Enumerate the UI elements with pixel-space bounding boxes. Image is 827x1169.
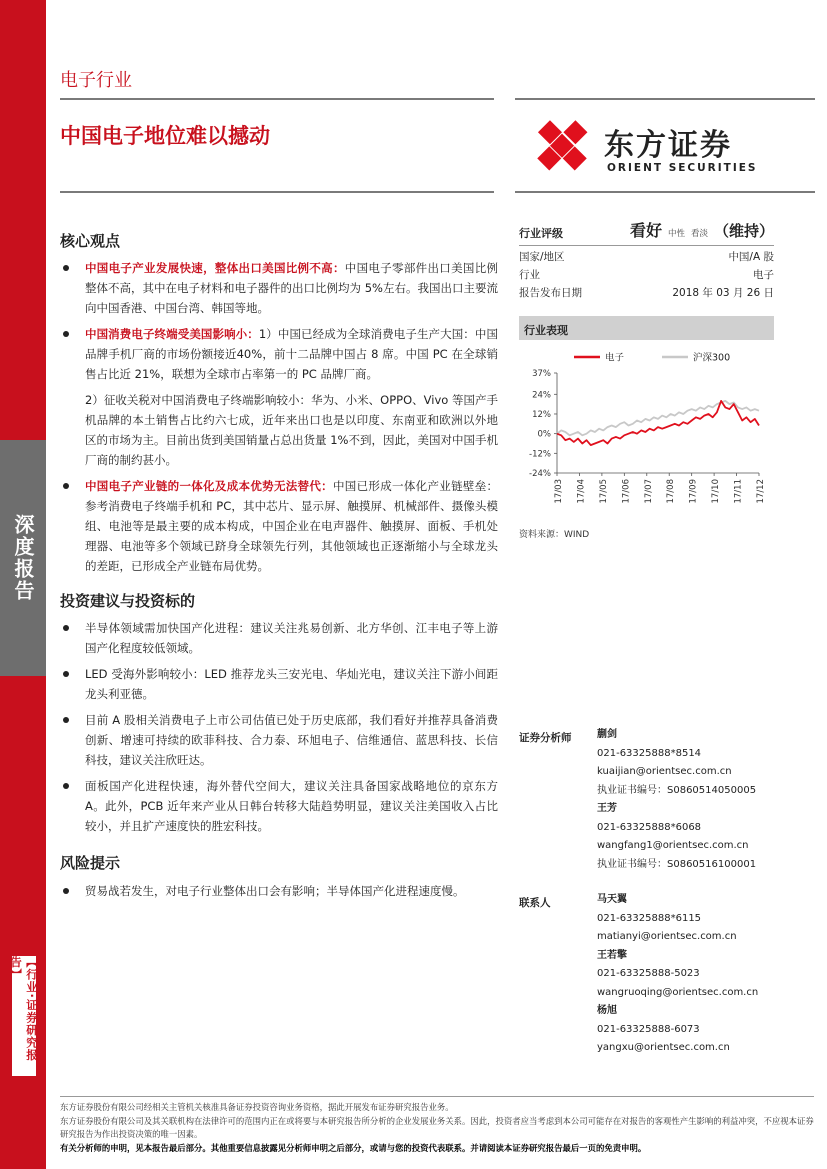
analyst-name: 蒯剑 bbox=[597, 729, 617, 740]
analysts-label: 证券分析师 bbox=[519, 732, 572, 744]
y-tick-label: 37% bbox=[532, 369, 551, 379]
y-tick-label: 12% bbox=[532, 409, 551, 420]
legend-label: 电子 bbox=[605, 352, 625, 364]
rating-panel bbox=[519, 220, 774, 303]
x-tick-label: 17/04 bbox=[576, 479, 587, 504]
rating-label: 行业评级 bbox=[519, 227, 563, 240]
performance-heading: 行业表现 bbox=[519, 316, 774, 340]
y-tick-label: 24% bbox=[532, 390, 551, 401]
contact-phone: 021-63325888*6115 bbox=[597, 912, 702, 924]
rating-row: 行业 电子 bbox=[519, 269, 774, 281]
y-tick-label: -12% bbox=[529, 449, 551, 460]
logo-mark-icon bbox=[529, 115, 595, 175]
x-tick-label: 17/09 bbox=[688, 479, 699, 504]
disclaimer-footer bbox=[60, 1096, 814, 1155]
contact-name: 马天翼 bbox=[597, 894, 627, 905]
report-type-label: 深度报告 bbox=[11, 514, 35, 602]
footer-line: 东方证券股份有限公司及其关联机构在法律许可的范围内正在或将要与本研究报告所分析的企业发展业务关系。因此，投资者应当考虑到本公司可能存在对报告的客观性产生影响的利益冲突，不应视本证券研究报告为作出投资决策的唯一因素。 bbox=[60, 1115, 814, 1139]
contact-name: 杨旭 bbox=[597, 1005, 617, 1016]
analyst-phone: 021-63325888*8514 bbox=[597, 747, 702, 759]
analyst-cert: 执业证书编号：S0860514050005 bbox=[597, 784, 757, 796]
analysts-list bbox=[597, 726, 756, 874]
rating-row: 国家/地区 中国/A 股 bbox=[519, 251, 774, 263]
core-views-list bbox=[60, 258, 498, 582]
footer-line: 东方证券股份有限公司经相关主管机关核准具备证券投资咨询业务资格，据此开展发布证券研究报告业务。 bbox=[60, 1102, 454, 1112]
list-item: 中国电子产业链的一体化及成本优势无法替代：中国已形成一体化产业链壁垒：参考消费电子终端手机和 PC，其中芯片、显示屏、触摸屏、机械部件、摄像头模组、电池等是最主要的成本构成，中国企业在电声器件、触摸屏、面板、手机处理器、电池等多个领域已跻身全球领先行列，其他领域也正逐渐缩小与全球龙头的差距，已形成全产业链布局优势。 bbox=[60, 476, 498, 576]
series-line-csi300 bbox=[557, 401, 759, 435]
x-tick-label: 17/06 bbox=[621, 479, 632, 504]
list-item: 中国电子产业发展快速，整体出口美国比例不高：中国电子零部件出口美国比例整体不高，其中在电子材料和电子器件的出口比例均为 5%左右。我国出口主要流向中国香港、中国台湾、韩国等地。 bbox=[60, 258, 498, 318]
rating-row bbox=[519, 220, 774, 246]
x-tick-label: 17/08 bbox=[666, 479, 677, 504]
performance-chart bbox=[519, 345, 774, 520]
series-line-electronics bbox=[557, 401, 759, 445]
legend-label: 沪深300 bbox=[693, 352, 731, 364]
y-tick-label: 0% bbox=[537, 429, 551, 440]
divider bbox=[515, 98, 815, 100]
company-logo bbox=[529, 115, 765, 175]
logo-english: ORIENT SECURITIES bbox=[607, 162, 758, 174]
divider bbox=[515, 191, 815, 193]
contact-name: 王若擎 bbox=[597, 949, 627, 961]
report-type-tab bbox=[0, 440, 46, 676]
series-tag bbox=[9, 956, 39, 1076]
chart-source: 资料来源：WIND bbox=[519, 530, 590, 540]
list-item: 面板国产化进程快速，海外替代空间大，建议关注具备国家战略地位的京东方 A。此外，PCB 近年来产业从日韩台转移大陆趋势明显，建议关注美国收入占比较小，并且扩产速度快的胜宏科技。 bbox=[60, 776, 498, 836]
x-tick-label: 17/05 bbox=[598, 479, 609, 504]
y-tick-label: -24% bbox=[529, 469, 551, 479]
footer-line: 有关分析师的申明，见本报告最后部分。其他重要信息披露见分析师申明之后部分，或请与您的投资代表联系。并请阅读本证券研究报告最后一页的免责申明。 bbox=[60, 1142, 647, 1153]
investment-heading: 投资建议与投资标的 bbox=[60, 592, 196, 610]
list-item: 贸易战若发生，对电子行业整体出口会有影响；半导体国产化进程速度慢。 bbox=[60, 881, 498, 901]
analyst-email[interactable]: wangfang1@orientsec.com.cn bbox=[597, 840, 749, 851]
contact-email[interactable]: matianyi@orientsec.com.cn bbox=[597, 931, 737, 942]
risk-heading: 风险提示 bbox=[60, 854, 121, 872]
logo-name: 东方证券 bbox=[604, 128, 732, 163]
page-title: 中国电子地位难以撼动 bbox=[60, 124, 270, 148]
risk-list bbox=[60, 881, 498, 907]
contact-phone: 021-63325888-5023 bbox=[597, 968, 700, 979]
analyst-name: 王芳 bbox=[597, 803, 617, 814]
core-views-heading: 核心观点 bbox=[60, 232, 121, 250]
list-item: LED 受海外影响较小：LED 推荐龙头三安光电、华灿光电，建议关注下游小间距龙头利亚德。 bbox=[60, 664, 498, 704]
contact-email[interactable]: yangxu@orientsec.com.cn bbox=[597, 1042, 730, 1053]
contact-email[interactable]: wangruoqing@orientsec.com.cn bbox=[597, 986, 759, 998]
x-tick-label: 17/03 bbox=[554, 479, 564, 504]
contacts-label: 联系人 bbox=[519, 897, 551, 909]
rating-row: 报告发布日期 2018 年 03 月 26 日 bbox=[519, 287, 774, 299]
x-tick-label: 17/12 bbox=[756, 479, 766, 504]
x-tick-label: 17/11 bbox=[733, 479, 744, 504]
industry-name: 电子行业 bbox=[60, 70, 132, 91]
list-item: 2）征收关税对中国消费电子终端影响较小：华为、小米、OPPO、Vivo 等国产手机品牌的本土销售占比约六七成，近年来出口也是以印度、东南亚和欧洲以外地区的市场为主。目前出货到美国销量占总出货量 1%不到，因此，美国对中国手机厂商的制约甚小。 bbox=[85, 393, 498, 467]
analyst-email[interactable]: kuaijian@orientsec.com.cn bbox=[597, 766, 732, 777]
series-label: 【行业·证券研究报告】 bbox=[9, 956, 39, 1062]
divider bbox=[60, 191, 494, 193]
analyst-cert: 执业证书编号：S0860516100001 bbox=[597, 858, 757, 870]
contact-phone: 021-63325888-6073 bbox=[597, 1023, 700, 1035]
list-item: 半导体领域需加快国产化进程：建议关注兆易创新、北方华创、江丰电子等上游国产化程度较低领域。 bbox=[60, 618, 498, 658]
contacts-list bbox=[597, 891, 758, 1058]
divider bbox=[60, 98, 494, 100]
list-item: 中国消费电子终端受美国影响小：1）中国已经成为全球消费电子生产大国：中国品牌手机厂商的市场份额接近40%，前十二品牌中国占 8 席。中国 PC 在全球销售占比近 21%，联想为全球市占率第一的 PC 品牌厂商。 bbox=[60, 324, 498, 384]
analyst-phone: 021-63325888*6068 bbox=[597, 821, 702, 833]
rating-grade: 看好 中性 看淡 （维持） bbox=[629, 221, 774, 240]
investment-list bbox=[60, 618, 498, 842]
x-tick-label: 17/10 bbox=[711, 479, 722, 504]
x-tick-label: 17/07 bbox=[643, 479, 654, 504]
list-item: 目前 A 股相关消费电子上市公司估值已处于历史底部，我们看好并推荐具备消费创新、增速可持续的欧菲科技、合力泰、环旭电子、信维通信、蓝思科技、长信科技，建议关注欣旺达。 bbox=[60, 710, 498, 770]
